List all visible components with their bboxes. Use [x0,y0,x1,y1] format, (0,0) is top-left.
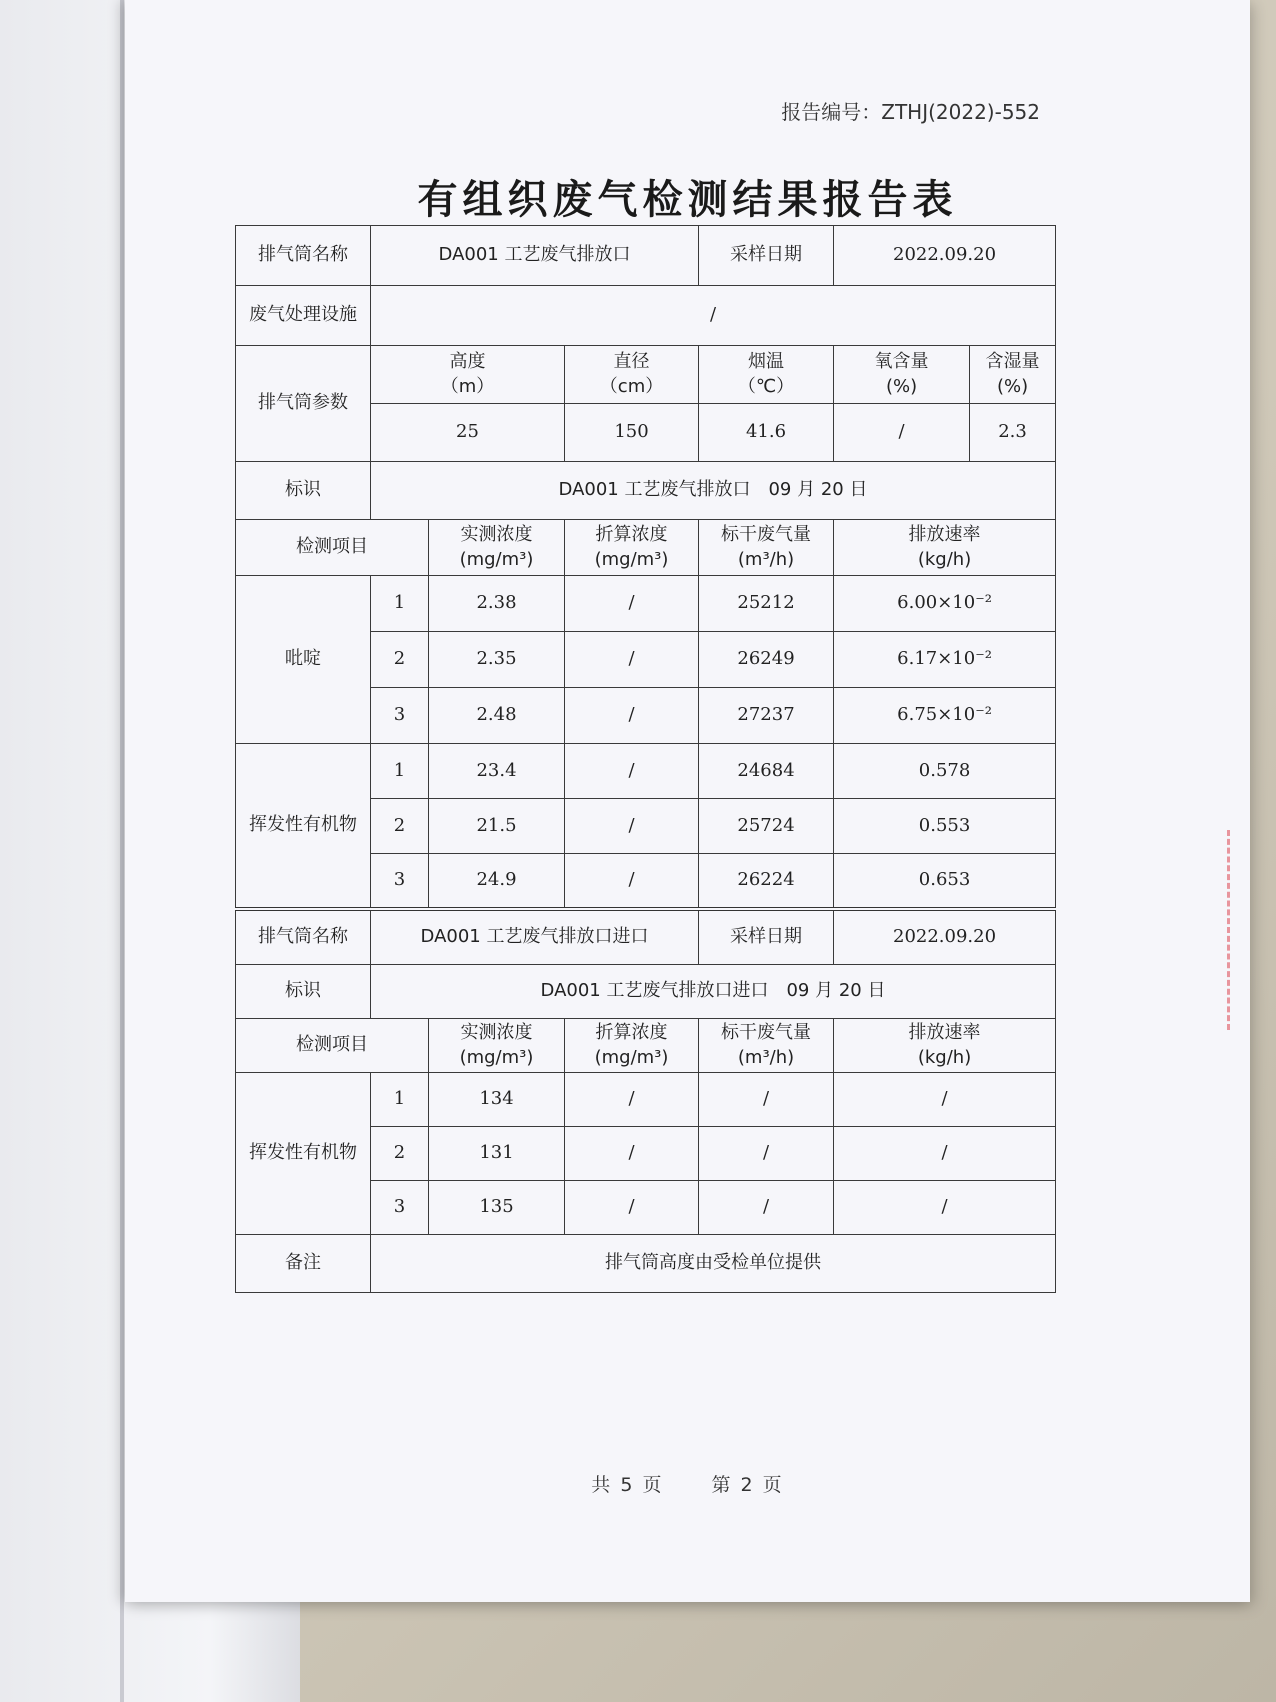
mark-label: 标识 [236,462,371,520]
current-page: 第 2 页 [711,1474,784,1496]
item-header: 检测项目 [236,520,429,576]
flow-value: / [699,1127,834,1181]
sample-date-label: 采样日期 [699,226,834,286]
facility-label: 废气处理设施 [236,286,371,346]
param-value-moisture: 2.3 [970,404,1056,462]
measured-value: 2.48 [429,688,565,744]
item-header-inlet: 检测项目 [236,1019,429,1073]
param-header-diameter: 直径 （cm） [565,346,699,404]
converted-value: / [565,576,699,632]
param-value-temp: 41.6 [699,404,834,462]
row-number: 3 [371,854,429,909]
param-header-height: 高度 （m） [371,346,565,404]
report-table [235,225,1056,1293]
measured-value: 2.38 [429,576,565,632]
converted-value: / [565,744,699,799]
param-header-oxygen: 氧含量 (%) [834,346,970,404]
param-header-moisture: 含湿量 (%) [970,346,1056,404]
col-header-converted: 折算浓度 (mg/m³) [565,520,699,576]
row-number: 1 [371,1073,429,1127]
flow-value: 26249 [699,632,834,688]
stack-name-value: DA001 工艺废气排放口 [371,226,699,286]
col-header-flow: 标干废气量 (m³/h) [699,520,834,576]
converted-value: / [565,688,699,744]
flow-value: 26224 [699,854,834,909]
rate-value: 0.578 [834,744,1056,799]
row-number: 2 [371,632,429,688]
sample-date-value-inlet: 2022.09.20 [834,909,1056,965]
stack-name-label: 排气筒名称 [236,226,371,286]
converted-value: / [565,632,699,688]
report-page [125,0,1250,1602]
sample-date-label-inlet: 采样日期 [699,909,834,965]
group-name-voc-inlet: 挥发性有机物 [236,1073,371,1235]
report-number: 报告编号：ZTHJ(2022)-552 [781,100,1040,124]
col-header-measured: 实测浓度 (mg/m³) [429,520,565,576]
converted-value: / [565,799,699,854]
measured-value: 24.9 [429,854,565,909]
flow-value: 25724 [699,799,834,854]
converted-value: / [565,1181,699,1235]
mark-label-inlet: 标识 [236,965,371,1019]
flow-value: / [699,1073,834,1127]
param-header-temp: 烟温 （℃） [699,346,834,404]
stack-name-value-inlet: DA001 工艺废气排放口进口 [371,909,699,965]
rate-value: / [834,1127,1056,1181]
rate-value: 6.17×10⁻² [834,632,1056,688]
measured-value: 134 [429,1073,565,1127]
binding-shadow [120,0,124,1702]
rate-value: / [834,1181,1056,1235]
col-header-measured-inlet: 实测浓度 (mg/m³) [429,1019,565,1073]
rate-value: 6.75×10⁻² [834,688,1056,744]
rate-value: 0.653 [834,854,1056,909]
measured-value: 21.5 [429,799,565,854]
page-footer [125,1470,1250,1497]
rate-value: / [834,1073,1056,1127]
sample-date-value: 2022.09.20 [834,226,1056,286]
params-label: 排气筒参数 [236,346,371,462]
converted-value: / [565,854,699,909]
flow-value: 27237 [699,688,834,744]
seal-stamp-edge [1193,830,1230,1030]
flow-value: 25212 [699,576,834,632]
row-number: 2 [371,1127,429,1181]
col-header-rate-inlet: 排放速率 (kg/h) [834,1019,1056,1073]
measured-value: 131 [429,1127,565,1181]
flow-value: 24684 [699,744,834,799]
measured-value: 135 [429,1181,565,1235]
stack-name-label-inlet: 排气筒名称 [236,909,371,965]
group-name-pyridine: 吡啶 [236,576,371,744]
row-number: 1 [371,576,429,632]
facility-value: / [371,286,1056,346]
mark-value-inlet: DA001 工艺废气排放口进口 09 月 20 日 [371,965,1056,1019]
rate-value: 0.553 [834,799,1056,854]
mark-value: DA001 工艺废气排放口 09 月 20 日 [371,462,1056,520]
measured-value: 2.35 [429,632,565,688]
measured-value: 23.4 [429,744,565,799]
param-value-oxygen: / [834,404,970,462]
col-header-rate: 排放速率 (kg/h) [834,520,1056,576]
row-number: 1 [371,744,429,799]
remark-value: 排气筒高度由受检单位提供 [371,1235,1056,1293]
flow-value: / [699,1181,834,1235]
converted-value: / [565,1127,699,1181]
col-header-flow-inlet: 标干废气量 (m³/h) [699,1019,834,1073]
row-number: 3 [371,688,429,744]
param-value-height: 25 [371,404,565,462]
total-pages: 共 5 页 [591,1474,664,1496]
rate-value: 6.00×10⁻² [834,576,1056,632]
row-number: 2 [371,799,429,854]
remark-label: 备注 [236,1235,371,1293]
group-name-voc: 挥发性有机物 [236,744,371,909]
row-number: 3 [371,1181,429,1235]
param-value-diameter: 150 [565,404,699,462]
col-header-converted-inlet: 折算浓度 (mg/m³) [565,1019,699,1073]
report-title: 有组织废气检测结果报告表 [417,177,958,223]
converted-value: / [565,1073,699,1127]
